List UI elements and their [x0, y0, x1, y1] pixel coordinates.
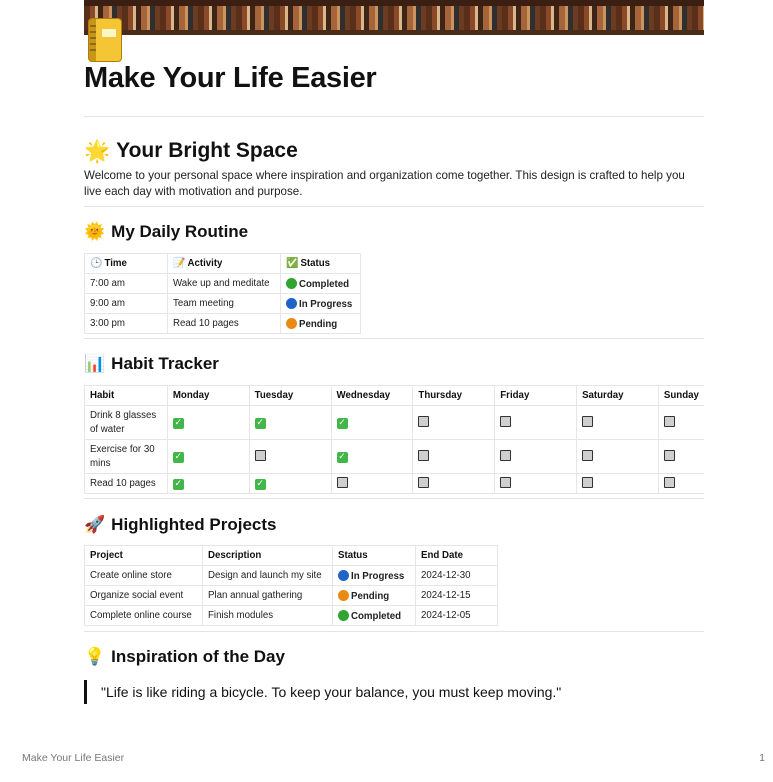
cell-day-tuesday: [249, 474, 331, 494]
unchecked-box-icon[interactable]: [664, 416, 675, 427]
column-header-status: Status: [333, 546, 416, 566]
cell-description: Design and launch my site: [203, 566, 333, 586]
section-heading-inspiration: [84, 644, 285, 670]
unchecked-box-icon[interactable]: [582, 477, 593, 488]
column-header-time: 🕒 Time: [85, 254, 168, 274]
cell-day-saturday: [577, 474, 659, 494]
table-header-row: [85, 254, 361, 274]
cell-day-friday: [495, 474, 577, 494]
table-header-row: [85, 386, 705, 406]
unchecked-box-icon[interactable]: [418, 416, 429, 427]
cell-status: Completed: [281, 274, 361, 294]
cell-day-friday: [495, 406, 577, 440]
cell-time: 3:00 pm: [85, 314, 168, 334]
section-heading-projects: [84, 512, 276, 538]
cell-day-thursday: [413, 474, 495, 494]
column-header: Monday: [167, 386, 249, 406]
quote-block: "Life is like riding a bicycle. To keep your balance, you must keep moving.": [84, 680, 561, 704]
cell-habit: Read 10 pages: [85, 474, 168, 494]
cell-day-wednesday: [331, 440, 413, 474]
footer-page-number: 1: [759, 752, 765, 764]
table-row: [85, 474, 705, 494]
cell-day-tuesday: [249, 406, 331, 440]
column-header-project: Project: [85, 546, 203, 566]
cell-day-friday: [495, 440, 577, 474]
cell-end-date: 2024-12-05: [416, 606, 498, 626]
cell-day-monday: [167, 474, 249, 494]
section-heading-label: Inspiration of the Day: [111, 647, 285, 666]
cell-status: In Progress: [333, 566, 416, 586]
routine-table: [84, 253, 361, 334]
column-header: Tuesday: [249, 386, 331, 406]
status-dot-icon: [286, 318, 297, 329]
memo-icon: 📝: [173, 258, 186, 269]
divider: [84, 498, 704, 499]
glowing-star-icon: 🌟: [84, 139, 111, 163]
column-header-description: Description: [203, 546, 333, 566]
column-header-activity: 📝 Activity: [168, 254, 281, 274]
section-heading-label: Your Bright Space: [116, 139, 298, 162]
table-header-row: [85, 546, 498, 566]
unchecked-box-icon[interactable]: [500, 416, 511, 427]
checked-box-icon[interactable]: ✓: [338, 451, 346, 462]
status-dot-icon: [338, 570, 349, 581]
unchecked-box-icon[interactable]: [337, 477, 348, 488]
cell-status: Pending: [281, 314, 361, 334]
unchecked-box-icon[interactable]: [582, 416, 593, 427]
checked-box-icon[interactable]: ✓: [174, 451, 183, 462]
column-header: Habit: [85, 386, 168, 406]
cell-day-saturday: [577, 406, 659, 440]
column-header-end-date: End Date: [416, 546, 498, 566]
unchecked-box-icon[interactable]: [664, 450, 675, 461]
cell-status: Completed: [333, 606, 416, 626]
unchecked-box-icon[interactable]: [255, 450, 266, 461]
status-dot-icon: [338, 610, 349, 621]
column-header: Sunday: [658, 386, 704, 406]
table-row: [85, 440, 705, 474]
cell-activity: Team meeting: [168, 294, 281, 314]
cell-description: Plan annual gathering: [203, 586, 333, 606]
status-dot-icon: [286, 298, 297, 309]
section-heading-label: Highlighted Projects: [111, 515, 277, 534]
cell-activity: Wake up and meditate: [168, 274, 281, 294]
cell-day-wednesday: [331, 474, 413, 494]
checked-box-icon[interactable]: ✓: [338, 417, 346, 428]
unchecked-box-icon[interactable]: [500, 477, 511, 488]
section-heading-daily-routine: [84, 219, 248, 245]
table-row: [85, 566, 498, 586]
light-bulb-icon: 💡: [84, 647, 106, 667]
section-heading-label: My Daily Routine: [111, 222, 249, 241]
check-mark-icon: ✅: [286, 258, 299, 269]
table-row: [85, 314, 361, 334]
projects-table: [84, 545, 498, 626]
cell-day-wednesday: [331, 406, 413, 440]
cell-habit: Drink 8 glasses of water: [85, 406, 168, 440]
checked-box-icon[interactable]: ✓: [256, 478, 264, 489]
cell-time: 9:00 am: [85, 294, 168, 314]
cell-day-sunday: [658, 440, 704, 474]
cell-time: 7:00 am: [85, 274, 168, 294]
checked-box-icon[interactable]: ✓: [174, 417, 183, 428]
column-header: Thursday: [413, 386, 495, 406]
section-heading-habit-tracker: [84, 351, 219, 377]
status-dot-icon: [338, 590, 349, 601]
habit-table: [84, 385, 704, 494]
cell-day-sunday: [658, 406, 704, 440]
cell-end-date: 2024-12-15: [416, 586, 498, 606]
divider: [84, 338, 704, 339]
cell-project: Organize social event: [85, 586, 203, 606]
footer-title: Make Your Life Easier: [22, 752, 125, 764]
bar-chart-icon: 📊: [84, 354, 106, 374]
cell-day-saturday: [577, 440, 659, 474]
rocket-icon: 🚀: [84, 515, 106, 535]
cover-image: [84, 0, 704, 35]
divider: [84, 631, 704, 632]
cell-day-sunday: [658, 474, 704, 494]
table-row: [85, 406, 705, 440]
cell-day-monday: [167, 406, 249, 440]
cell-day-thursday: [413, 440, 495, 474]
divider: [84, 206, 704, 207]
cell-status: Pending: [333, 586, 416, 606]
checked-box-icon[interactable]: ✓: [174, 478, 183, 489]
table-row: [85, 274, 361, 294]
unchecked-box-icon[interactable]: [582, 450, 593, 461]
column-header: Wednesday: [331, 386, 413, 406]
status-dot-icon: [286, 278, 297, 289]
cell-description: Finish modules: [203, 606, 333, 626]
cell-day-tuesday: [249, 440, 331, 474]
unchecked-box-icon[interactable]: [418, 477, 429, 488]
cell-habit: Exercise for 30 mins: [85, 440, 168, 474]
notebook-icon: [88, 18, 122, 62]
column-header: Saturday: [577, 386, 659, 406]
cell-project: Complete online course: [85, 606, 203, 626]
intro-paragraph: Welcome to your personal space where inspiration and organization come together. This design is crafted to help you live each day with motivation and purpose.: [84, 169, 685, 198]
column-header-status: ✅ Status: [281, 254, 361, 274]
cell-project: Create online store: [85, 566, 203, 586]
cell-end-date: 2024-12-30: [416, 566, 498, 586]
table-row: [85, 586, 498, 606]
table-row: [85, 606, 498, 626]
cell-day-monday: [167, 440, 249, 474]
cell-day-thursday: [413, 406, 495, 440]
column-header: Friday: [495, 386, 577, 406]
section-heading-bright-space: [84, 138, 298, 164]
cell-activity: Read 10 pages: [168, 314, 281, 334]
divider: [84, 116, 704, 117]
section-heading-label: Habit Tracker: [111, 354, 219, 373]
unchecked-box-icon[interactable]: [500, 450, 511, 461]
unchecked-box-icon[interactable]: [418, 450, 429, 461]
checked-box-icon[interactable]: ✓: [256, 417, 264, 428]
sun-face-icon: 🌞: [84, 222, 106, 242]
cell-status: In Progress: [281, 294, 361, 314]
unchecked-box-icon[interactable]: [664, 477, 675, 488]
page-title: Make Your Life Easier: [84, 62, 377, 94]
clock-icon: 🕒: [90, 258, 103, 269]
table-row: [85, 294, 361, 314]
